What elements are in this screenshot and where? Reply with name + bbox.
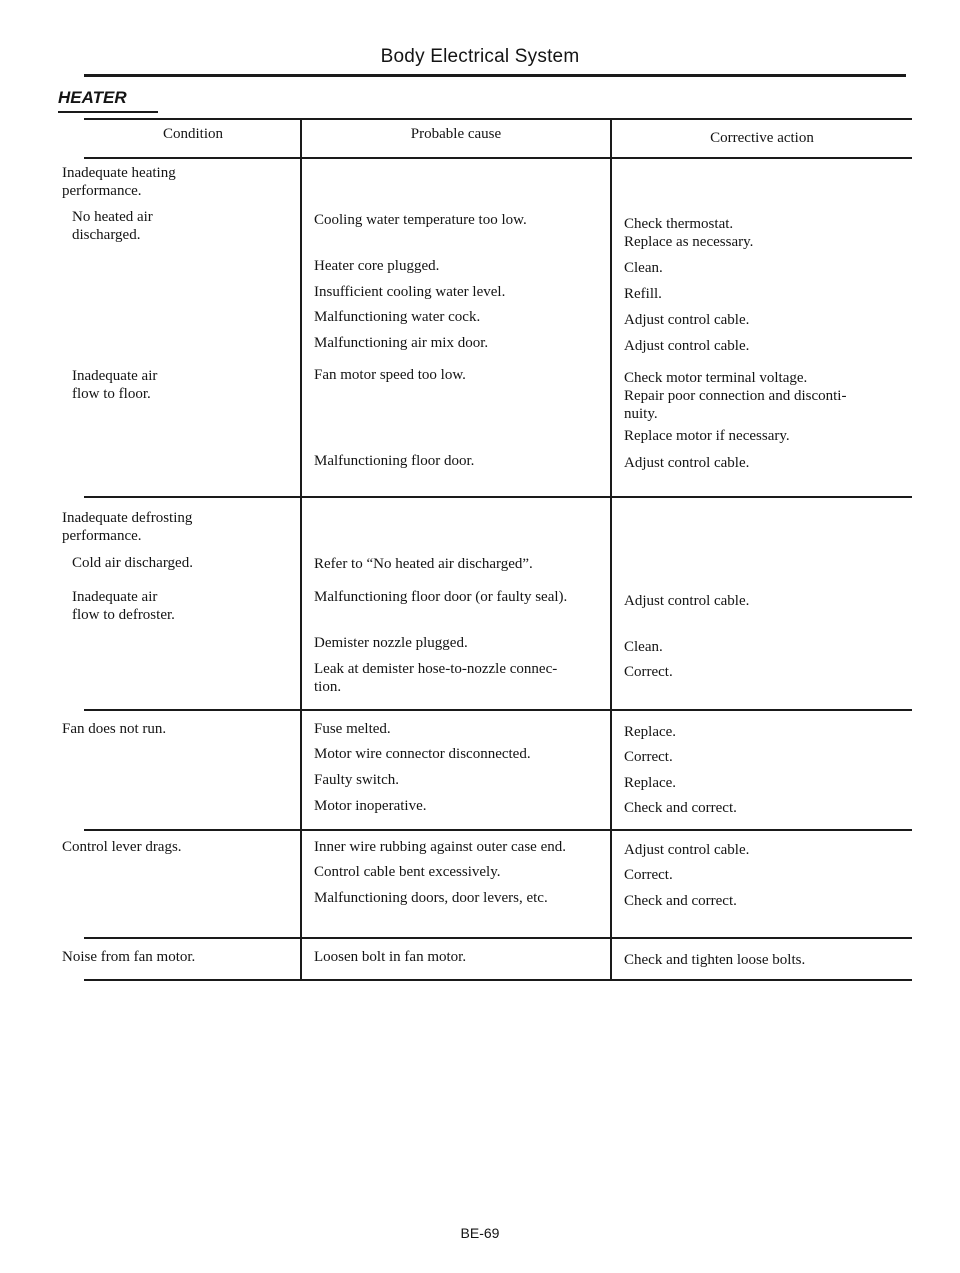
action-text: Replace motor if necessary.	[624, 428, 790, 444]
cause-text: Malfunctioning floor door.	[314, 453, 475, 469]
action-text: Adjust control cable.	[624, 842, 750, 858]
condition-text: Inadequate heating	[62, 165, 176, 181]
action-text: Clean.	[624, 260, 663, 276]
condition-text: Control lever drags.	[62, 839, 182, 855]
cause-text: Motor wire connector disconnected.	[314, 746, 531, 762]
action-text: Check and correct.	[624, 893, 737, 909]
cause-text: Motor inoperative.	[314, 798, 427, 814]
action-text: Replace.	[624, 775, 677, 791]
condition-text: Inadequate air	[72, 368, 158, 384]
cause-text: Fan motor speed too low.	[314, 367, 466, 383]
action-text: Replace.	[624, 724, 677, 740]
cause-text: Malfunctioning floor door (or faulty seal).	[314, 589, 568, 605]
header-bottom-rule	[84, 157, 912, 159]
condition-text: Cold air discharged.	[72, 555, 193, 571]
action-text: Clean.	[624, 639, 663, 655]
cause-text: Faulty switch.	[314, 772, 399, 788]
action-text: Repair poor connection and disconti-	[624, 388, 847, 404]
cause-text: Malfunctioning air mix door.	[314, 335, 489, 351]
cause-text: Fuse melted.	[314, 721, 391, 737]
condition-text: Fan does not run.	[62, 721, 167, 737]
action-text: Adjust control cable.	[624, 338, 750, 354]
condition-text: performance.	[62, 528, 142, 544]
cause-text: Malfunctioning water cock.	[314, 309, 481, 325]
cause-text: Insufficient cooling water level.	[314, 284, 506, 300]
cause-text: Refer to “No heated air discharged”.	[314, 556, 533, 572]
action-text: nuity.	[624, 406, 658, 422]
action-text: Adjust control cable.	[624, 455, 750, 471]
page-title: Body Electrical System	[380, 46, 580, 67]
group-rule-1	[84, 496, 912, 498]
column-divider-2	[610, 118, 612, 980]
cause-text: Inner wire rubbing against outer case end.	[314, 839, 566, 855]
group-rule-2	[84, 709, 912, 711]
cause-text: Leak at demister hose-to-nozzle connec-	[314, 661, 558, 677]
cause-text: Malfunctioning doors, door levers, etc.	[314, 890, 548, 906]
group-rule-4	[84, 937, 912, 939]
action-text: Correct.	[624, 867, 673, 883]
action-text: Replace as necessary.	[624, 234, 754, 250]
cause-text: Loosen bolt in fan motor.	[314, 949, 467, 965]
action-text: Correct.	[624, 664, 673, 680]
cause-text: Cooling water temperature too low.	[314, 212, 527, 228]
action-text: Check and tighten loose bolts.	[624, 952, 806, 968]
table-bottom-rule	[84, 979, 912, 981]
condition-text: Noise from fan motor.	[62, 949, 196, 965]
condition-text: Inadequate defrosting	[62, 510, 193, 526]
title-rule	[84, 74, 906, 77]
condition-text: Inadequate air	[72, 589, 158, 605]
action-text: Check and correct.	[624, 800, 737, 816]
condition-text: flow to floor.	[72, 386, 151, 402]
cause-text: Heater core plugged.	[314, 258, 440, 274]
section-heading: HEATER	[58, 88, 127, 107]
cause-text: Control cable bent excessively.	[314, 864, 501, 880]
table-top-rule	[84, 118, 912, 120]
group-rule-3	[84, 829, 912, 831]
header-corrective-action: Corrective action	[710, 130, 814, 146]
condition-text: performance.	[62, 183, 142, 199]
header-probable-cause: Probable cause	[410, 126, 502, 142]
action-text: Refill.	[624, 286, 662, 302]
action-text: Adjust control cable.	[624, 593, 750, 609]
header-condition: Condition	[162, 126, 223, 142]
section-rule	[58, 111, 158, 113]
action-text: Check motor terminal voltage.	[624, 370, 808, 386]
cause-text: tion.	[314, 679, 342, 695]
action-text: Adjust control cable.	[624, 312, 750, 328]
condition-text: No heated air	[72, 209, 153, 225]
condition-text: flow to defroster.	[72, 607, 175, 623]
page-number: BE-69	[460, 1225, 500, 1241]
action-text: Check thermostat.	[624, 216, 734, 232]
cause-text: Demister nozzle plugged.	[314, 635, 468, 651]
column-divider-1	[300, 118, 302, 980]
action-text: Correct.	[624, 749, 673, 765]
condition-text: discharged.	[72, 227, 141, 243]
